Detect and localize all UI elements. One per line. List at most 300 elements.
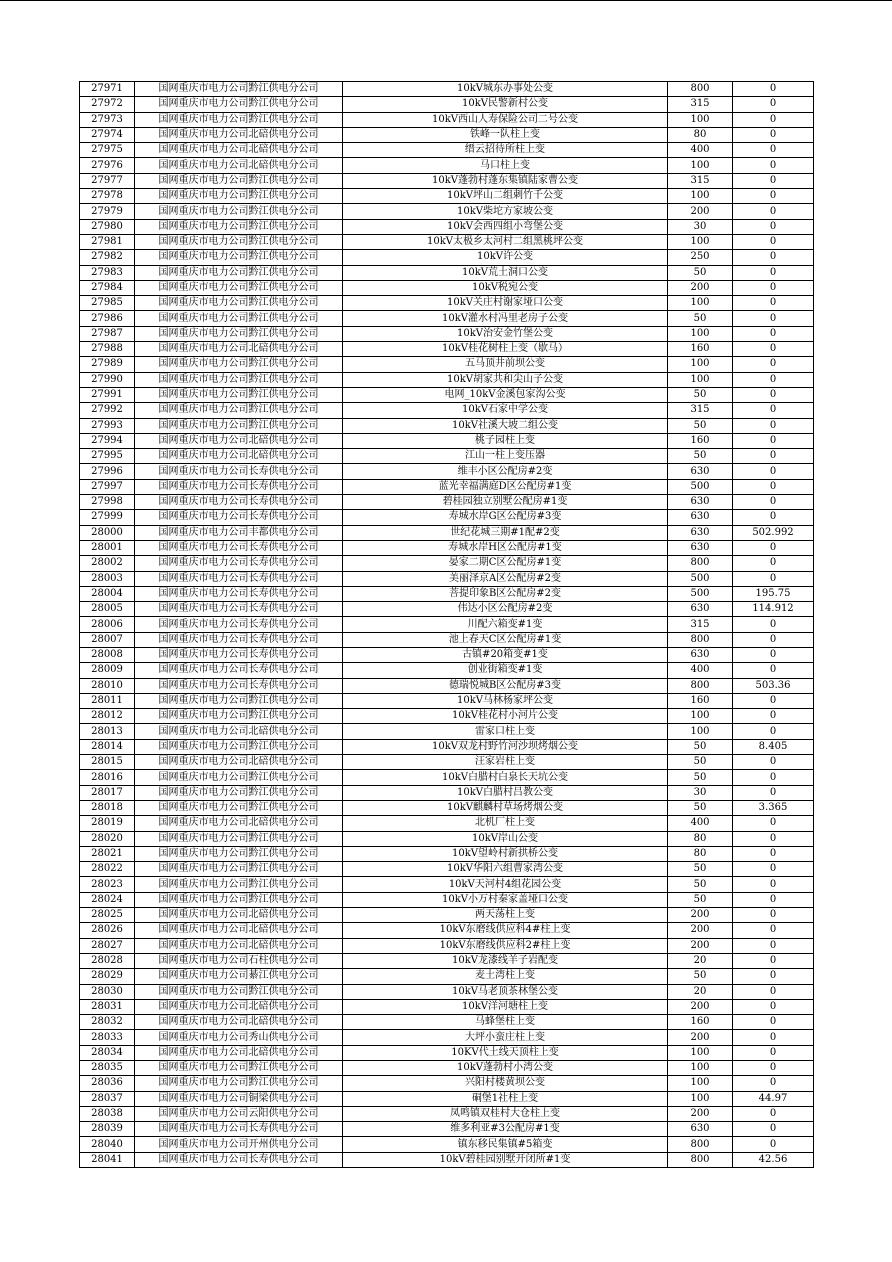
row-id-cell: 28013 [80,724,135,739]
row-id-cell: 27987 [80,326,135,341]
capacity-cell: 200 [668,280,733,295]
value-cell: 0 [733,97,814,112]
row-id-cell: 28035 [80,1061,135,1076]
table-row [80,908,814,923]
table-row [80,387,814,402]
value-cell: 0 [733,1015,814,1030]
transformer-name-cell: 10kV灌水村冯里老房子公变 [343,311,668,326]
row-id-cell: 27981 [80,234,135,249]
capacity-cell: 50 [668,862,733,877]
transformer-name-cell: 10kV蓬勃村蓬东集镇陆家曹公变 [343,173,668,188]
value-cell: 3.365 [733,800,814,815]
value-cell: 0 [733,540,814,555]
company-cell: 国网重庆市电力公司黔江供电分公司 [135,189,343,204]
table-row [80,250,814,265]
row-id-cell: 28011 [80,693,135,708]
company-cell: 国网重庆市电力公司北碚供电分公司 [135,158,343,173]
table-row [80,1045,814,1060]
row-id-cell: 27991 [80,387,135,402]
transformer-name-cell: 10kV东磨线供应科2#柱上变 [343,938,668,953]
row-id-cell: 27984 [80,280,135,295]
table-row [80,800,814,815]
company-cell: 国网重庆市电力公司长寿供电分公司 [135,540,343,555]
table-row [80,82,814,97]
table-row [80,540,814,555]
row-id-cell: 28014 [80,739,135,754]
table-row [80,617,814,632]
row-id-cell: 27983 [80,265,135,280]
table-row [80,449,814,464]
table-row [80,586,814,601]
transformer-name-cell: 古镇#20箱变#1变 [343,647,668,662]
row-id-cell: 27998 [80,495,135,510]
company-cell: 国网重庆市电力公司长寿供电分公司 [135,647,343,662]
value-cell: 0 [733,112,814,127]
transformer-name-cell: 镇东移民集镇#5箱变 [343,1137,668,1152]
row-id-cell: 28032 [80,1015,135,1030]
transformer-name-cell: 北机厂柱上变 [343,816,668,831]
capacity-cell: 100 [668,112,733,127]
row-id-cell: 27993 [80,418,135,433]
capacity-cell: 400 [668,663,733,678]
capacity-cell: 800 [668,678,733,693]
value-cell: 502.992 [733,525,814,540]
table-row [80,1152,814,1167]
value-cell: 0 [733,296,814,311]
company-cell: 国网重庆市电力公司黔江供电分公司 [135,1076,343,1091]
capacity-cell: 400 [668,816,733,831]
company-cell: 国网重庆市电力公司长寿供电分公司 [135,464,343,479]
company-cell: 国网重庆市电力公司黔江供电分公司 [135,831,343,846]
transformer-name-cell: 10kV东磨线供应科4#柱上变 [343,923,668,938]
row-id-cell: 27980 [80,219,135,234]
row-id-cell: 28023 [80,877,135,892]
table-row [80,938,814,953]
table-row [80,311,814,326]
table-row [80,342,814,357]
row-id-cell: 28005 [80,602,135,617]
company-cell: 国网重庆市电力公司黔江供电分公司 [135,877,343,892]
value-cell: 0 [733,280,814,295]
company-cell: 国网重庆市电力公司长寿供电分公司 [135,678,343,693]
company-cell: 国网重庆市电力公司黔江供电分公司 [135,219,343,234]
value-cell: 0 [733,82,814,97]
row-id-cell: 28010 [80,678,135,693]
company-cell: 国网重庆市电力公司秀山供电分公司 [135,1030,343,1045]
company-cell: 国网重庆市电力公司黔江供电分公司 [135,311,343,326]
company-cell: 国网重庆市电力公司长寿供电分公司 [135,571,343,586]
capacity-cell: 50 [668,739,733,754]
capacity-cell: 100 [668,724,733,739]
transformer-name-cell: 池上春天C区公配房#1变 [343,632,668,647]
row-id-cell: 28003 [80,571,135,586]
capacity-cell: 80 [668,831,733,846]
capacity-cell: 630 [668,540,733,555]
row-id-cell: 27974 [80,127,135,142]
transformer-name-cell: 10kV太极乡太河村二组黑桃坪公变 [343,234,668,249]
table-row [80,403,814,418]
table-row [80,1137,814,1152]
capacity-cell: 200 [668,999,733,1014]
value-cell: 0 [733,1061,814,1076]
transformer-name-cell: 10kV胡家共和尖山子公变 [343,372,668,387]
table-row [80,953,814,968]
value-cell: 0 [733,693,814,708]
value-cell: 0 [733,219,814,234]
value-cell: 195.75 [733,586,814,601]
row-id-cell: 28033 [80,1030,135,1045]
table-row [80,693,814,708]
row-id-cell: 27988 [80,342,135,357]
transformer-name-cell: 江山一柱上变压器 [343,449,668,464]
transformer-name-cell: 10kV关庄村谢家垭口公变 [343,296,668,311]
capacity-cell: 50 [668,892,733,907]
row-id-cell: 28036 [80,1076,135,1091]
company-cell: 国网重庆市电力公司黔江供电分公司 [135,785,343,800]
table-row [80,495,814,510]
transformer-name-cell: 10kV白腊村吕教公变 [343,785,668,800]
table-row [80,418,814,433]
table-row [80,265,814,280]
table-row [80,632,814,647]
row-id-cell: 28025 [80,908,135,923]
transformer-name-cell: 10kV白腊村白泉长天坑公变 [343,770,668,785]
row-id-cell: 28039 [80,1122,135,1137]
table-row [80,280,814,295]
transformer-name-cell: 美丽泽京A区公配房#2变 [343,571,668,586]
table-row [80,326,814,341]
table-row [80,173,814,188]
value-cell: 0 [733,663,814,678]
company-cell: 国网重庆市电力公司黔江供电分公司 [135,862,343,877]
transformer-name-cell: 马口柱上变 [343,158,668,173]
company-cell: 国网重庆市电力公司长寿供电分公司 [135,510,343,525]
value-cell: 114.912 [733,602,814,617]
table-row [80,1030,814,1045]
capacity-cell: 500 [668,586,733,601]
company-cell: 国网重庆市电力公司北碚供电分公司 [135,342,343,357]
capacity-cell: 630 [668,525,733,540]
capacity-cell: 630 [668,602,733,617]
company-cell: 国网重庆市电力公司长寿供电分公司 [135,617,343,632]
row-id-cell: 27975 [80,143,135,158]
company-cell: 国网重庆市电力公司开州供电分公司 [135,1137,343,1152]
transformer-name-cell: 晏家二期C区公配房#1变 [343,556,668,571]
transformer-name-cell: 10kV桂花树柱上变（歇马） [343,342,668,357]
row-id-cell: 27994 [80,433,135,448]
row-id-cell: 28038 [80,1106,135,1121]
row-id-cell: 27999 [80,510,135,525]
value-cell: 0 [733,189,814,204]
capacity-cell: 630 [668,1122,733,1137]
transformer-name-cell: 10kV坪山二组刺竹千公变 [343,189,668,204]
value-cell: 0 [733,923,814,938]
row-id-cell: 28029 [80,969,135,984]
transformer-name-cell: 10kV洋河塘柱上变 [343,999,668,1014]
table-row [80,647,814,662]
value-cell: 0 [733,1030,814,1045]
value-cell: 0 [733,510,814,525]
capacity-cell: 50 [668,877,733,892]
capacity-cell: 30 [668,785,733,800]
value-cell: 0 [733,724,814,739]
capacity-cell: 100 [668,357,733,372]
table-row [80,770,814,785]
table-row [80,372,814,387]
value-cell: 0 [733,908,814,923]
capacity-cell: 500 [668,571,733,586]
transformer-name-cell: 硐堡1社柱上变 [343,1091,668,1106]
table-row [80,1061,814,1076]
company-cell: 国网重庆市电力公司北碚供电分公司 [135,938,343,953]
table-row [80,571,814,586]
value-cell: 0 [733,433,814,448]
transformer-name-cell: 川配六箱变#1变 [343,617,668,632]
capacity-cell: 800 [668,1137,733,1152]
capacity-cell: 50 [668,449,733,464]
row-id-cell: 28002 [80,556,135,571]
value-cell: 0 [733,984,814,999]
table-row [80,479,814,494]
row-id-cell: 27986 [80,311,135,326]
value-cell: 0 [733,999,814,1014]
table-row [80,862,814,877]
table-row [80,755,814,770]
value-cell: 0 [733,204,814,219]
company-cell: 国网重庆市电力公司黔江供电分公司 [135,265,343,280]
capacity-cell: 100 [668,1076,733,1091]
row-id-cell: 28008 [80,647,135,662]
company-cell: 国网重庆市电力公司黔江供电分公司 [135,204,343,219]
row-id-cell: 28034 [80,1045,135,1060]
company-cell: 国网重庆市电力公司黔江供电分公司 [135,357,343,372]
capacity-cell: 100 [668,158,733,173]
capacity-cell: 100 [668,1091,733,1106]
table-row [80,709,814,724]
capacity-cell: 800 [668,632,733,647]
value-cell: 0 [733,311,814,326]
transformer-name-cell: 寿城水岸H区公配房#1变 [343,540,668,555]
table-row [80,143,814,158]
transformer-name-cell: 10kV税宛公变 [343,280,668,295]
company-cell: 国网重庆市电力公司黔江供电分公司 [135,112,343,127]
capacity-cell: 200 [668,938,733,953]
company-cell: 国网重庆市电力公司黔江供电分公司 [135,326,343,341]
value-cell: 0 [733,647,814,662]
value-cell: 0 [733,418,814,433]
company-cell: 国网重庆市电力公司北碚供电分公司 [135,755,343,770]
table-row [80,984,814,999]
transformer-name-cell: 10kV岸山公变 [343,831,668,846]
value-cell: 0 [733,770,814,785]
company-cell: 国网重庆市电力公司铜梁供电分公司 [135,1091,343,1106]
row-id-cell: 27985 [80,296,135,311]
value-cell: 0 [733,862,814,877]
row-id-cell: 27977 [80,173,135,188]
capacity-cell: 400 [668,143,733,158]
transformer-name-cell: 大坪小蛮庄柱上变 [343,1030,668,1045]
row-id-cell: 27978 [80,189,135,204]
company-cell: 国网重庆市电力公司黔江供电分公司 [135,250,343,265]
value-cell: 0 [733,816,814,831]
value-cell: 42.56 [733,1152,814,1167]
transformer-name-cell: 世纪花城三期#1配#2变 [343,525,668,540]
transformer-name-cell: 10KV代土线天顶柱上变 [343,1045,668,1060]
transformer-name-cell: 桃子园柱上变 [343,433,668,448]
value-cell: 0 [733,326,814,341]
table-row [80,846,814,861]
transformer-name-cell: 五马顶井前坝公变 [343,357,668,372]
transformer-name-cell: 10kV天河村4组花园公变 [343,877,668,892]
table-row [80,433,814,448]
transformer-name-cell: 10kV荒土洞口公变 [343,265,668,280]
value-cell: 0 [733,372,814,387]
table-row [80,831,814,846]
row-id-cell: 28041 [80,1152,135,1167]
table-row [80,189,814,204]
capacity-cell: 160 [668,433,733,448]
row-id-cell: 28028 [80,953,135,968]
capacity-cell: 20 [668,953,733,968]
transformer-name-cell: 10kV城东办事处公变 [343,82,668,97]
capacity-cell: 50 [668,311,733,326]
company-cell: 国网重庆市电力公司黔江供电分公司 [135,846,343,861]
transformer-name-cell: 10kV望岭村新拱桥公变 [343,846,668,861]
value-cell: 0 [733,127,814,142]
table-row [80,1076,814,1091]
value-cell: 0 [733,464,814,479]
row-id-cell: 28009 [80,663,135,678]
company-cell: 国网重庆市电力公司北碚供电分公司 [135,816,343,831]
capacity-cell: 800 [668,1152,733,1167]
table-row [80,785,814,800]
table-row [80,1106,814,1121]
row-id-cell: 28019 [80,816,135,831]
page-top-rule [0,0,892,1]
value-cell: 0 [733,938,814,953]
company-cell: 国网重庆市电力公司北碚供电分公司 [135,923,343,938]
company-cell: 国网重庆市电力公司黔江供电分公司 [135,709,343,724]
capacity-cell: 200 [668,1106,733,1121]
capacity-cell: 315 [668,97,733,112]
value-cell: 0 [733,250,814,265]
row-id-cell: 27973 [80,112,135,127]
table-row [80,112,814,127]
capacity-cell: 200 [668,1030,733,1045]
capacity-cell: 50 [668,800,733,815]
value-cell: 0 [733,357,814,372]
capacity-cell: 630 [668,464,733,479]
company-cell: 国网重庆市电力公司长寿供电分公司 [135,586,343,601]
value-cell: 0 [733,755,814,770]
row-id-cell: 28037 [80,1091,135,1106]
capacity-cell: 50 [668,770,733,785]
company-cell: 国网重庆市电力公司黔江供电分公司 [135,97,343,112]
table-row [80,877,814,892]
table-row [80,556,814,571]
capacity-cell: 630 [668,510,733,525]
row-id-cell: 28024 [80,892,135,907]
company-cell: 国网重庆市电力公司长寿供电分公司 [135,556,343,571]
value-cell: 0 [733,143,814,158]
row-id-cell: 28012 [80,709,135,724]
transformer-name-cell: 寿城水岸G区公配房#3变 [343,510,668,525]
value-cell: 0 [733,234,814,249]
capacity-cell: 30 [668,219,733,234]
value-cell: 0 [733,892,814,907]
table-row [80,923,814,938]
capacity-cell: 100 [668,372,733,387]
table-row [80,1015,814,1030]
transformer-name-cell: 10kV蓬勃村小湾公变 [343,1061,668,1076]
transformer-name-cell: 10kV碧桂园别墅开闭所#1变 [343,1152,668,1167]
table-body [80,82,814,1168]
value-cell: 0 [733,495,814,510]
capacity-cell: 100 [668,709,733,724]
company-cell: 国网重庆市电力公司黔江供电分公司 [135,234,343,249]
capacity-cell: 160 [668,1015,733,1030]
row-id-cell: 28016 [80,770,135,785]
company-cell: 国网重庆市电力公司长寿供电分公司 [135,663,343,678]
capacity-cell: 200 [668,204,733,219]
company-cell: 国网重庆市电力公司北碚供电分公司 [135,449,343,464]
capacity-cell: 160 [668,693,733,708]
capacity-cell: 315 [668,173,733,188]
capacity-cell: 100 [668,234,733,249]
company-cell: 国网重庆市电力公司黔江供电分公司 [135,892,343,907]
row-id-cell: 27979 [80,204,135,219]
row-id-cell: 28040 [80,1137,135,1152]
company-cell: 国网重庆市电力公司长寿供电分公司 [135,495,343,510]
row-id-cell: 27989 [80,357,135,372]
company-cell: 国网重庆市电力公司北碚供电分公司 [135,908,343,923]
value-cell: 8.405 [733,739,814,754]
capacity-cell: 800 [668,82,733,97]
company-cell: 国网重庆市电力公司北碚供电分公司 [135,1045,343,1060]
table-row [80,204,814,219]
company-cell: 国网重庆市电力公司长寿供电分公司 [135,632,343,647]
value-cell: 0 [733,173,814,188]
transformer-name-cell: 伟达小区公配房#2变 [343,602,668,617]
transformer-name-cell: 10kV许公变 [343,250,668,265]
capacity-cell: 50 [668,418,733,433]
row-id-cell: 27997 [80,479,135,494]
row-id-cell: 28027 [80,938,135,953]
value-cell: 0 [733,1137,814,1152]
table-row [80,357,814,372]
transformer-name-cell: 兴阳村楼黄坝公变 [343,1076,668,1091]
transformer-name-cell: 10kV桂花村小河片公变 [343,709,668,724]
value-cell: 0 [733,709,814,724]
transformer-name-cell: 电网_10kV金溪包家沟公变 [343,387,668,402]
value-cell: 503.36 [733,678,814,693]
company-cell: 国网重庆市电力公司黔江供电分公司 [135,1061,343,1076]
value-cell: 0 [733,632,814,647]
transformer-name-cell: 10kV麒麟村草场烤烟公变 [343,800,668,815]
table-row [80,1122,814,1137]
transformer-name-cell: 维丰小区公配房#2变 [343,464,668,479]
row-id-cell: 27982 [80,250,135,265]
value-cell: 0 [733,571,814,586]
row-id-cell: 28004 [80,586,135,601]
transformer-name-cell: 菩提印象B区公配房#2变 [343,586,668,601]
value-cell: 0 [733,953,814,968]
company-cell: 国网重庆市电力公司北碚供电分公司 [135,143,343,158]
value-cell: 0 [733,969,814,984]
value-cell: 0 [733,831,814,846]
company-cell: 国网重庆市电力公司长寿供电分公司 [135,1122,343,1137]
value-cell: 0 [733,1106,814,1121]
